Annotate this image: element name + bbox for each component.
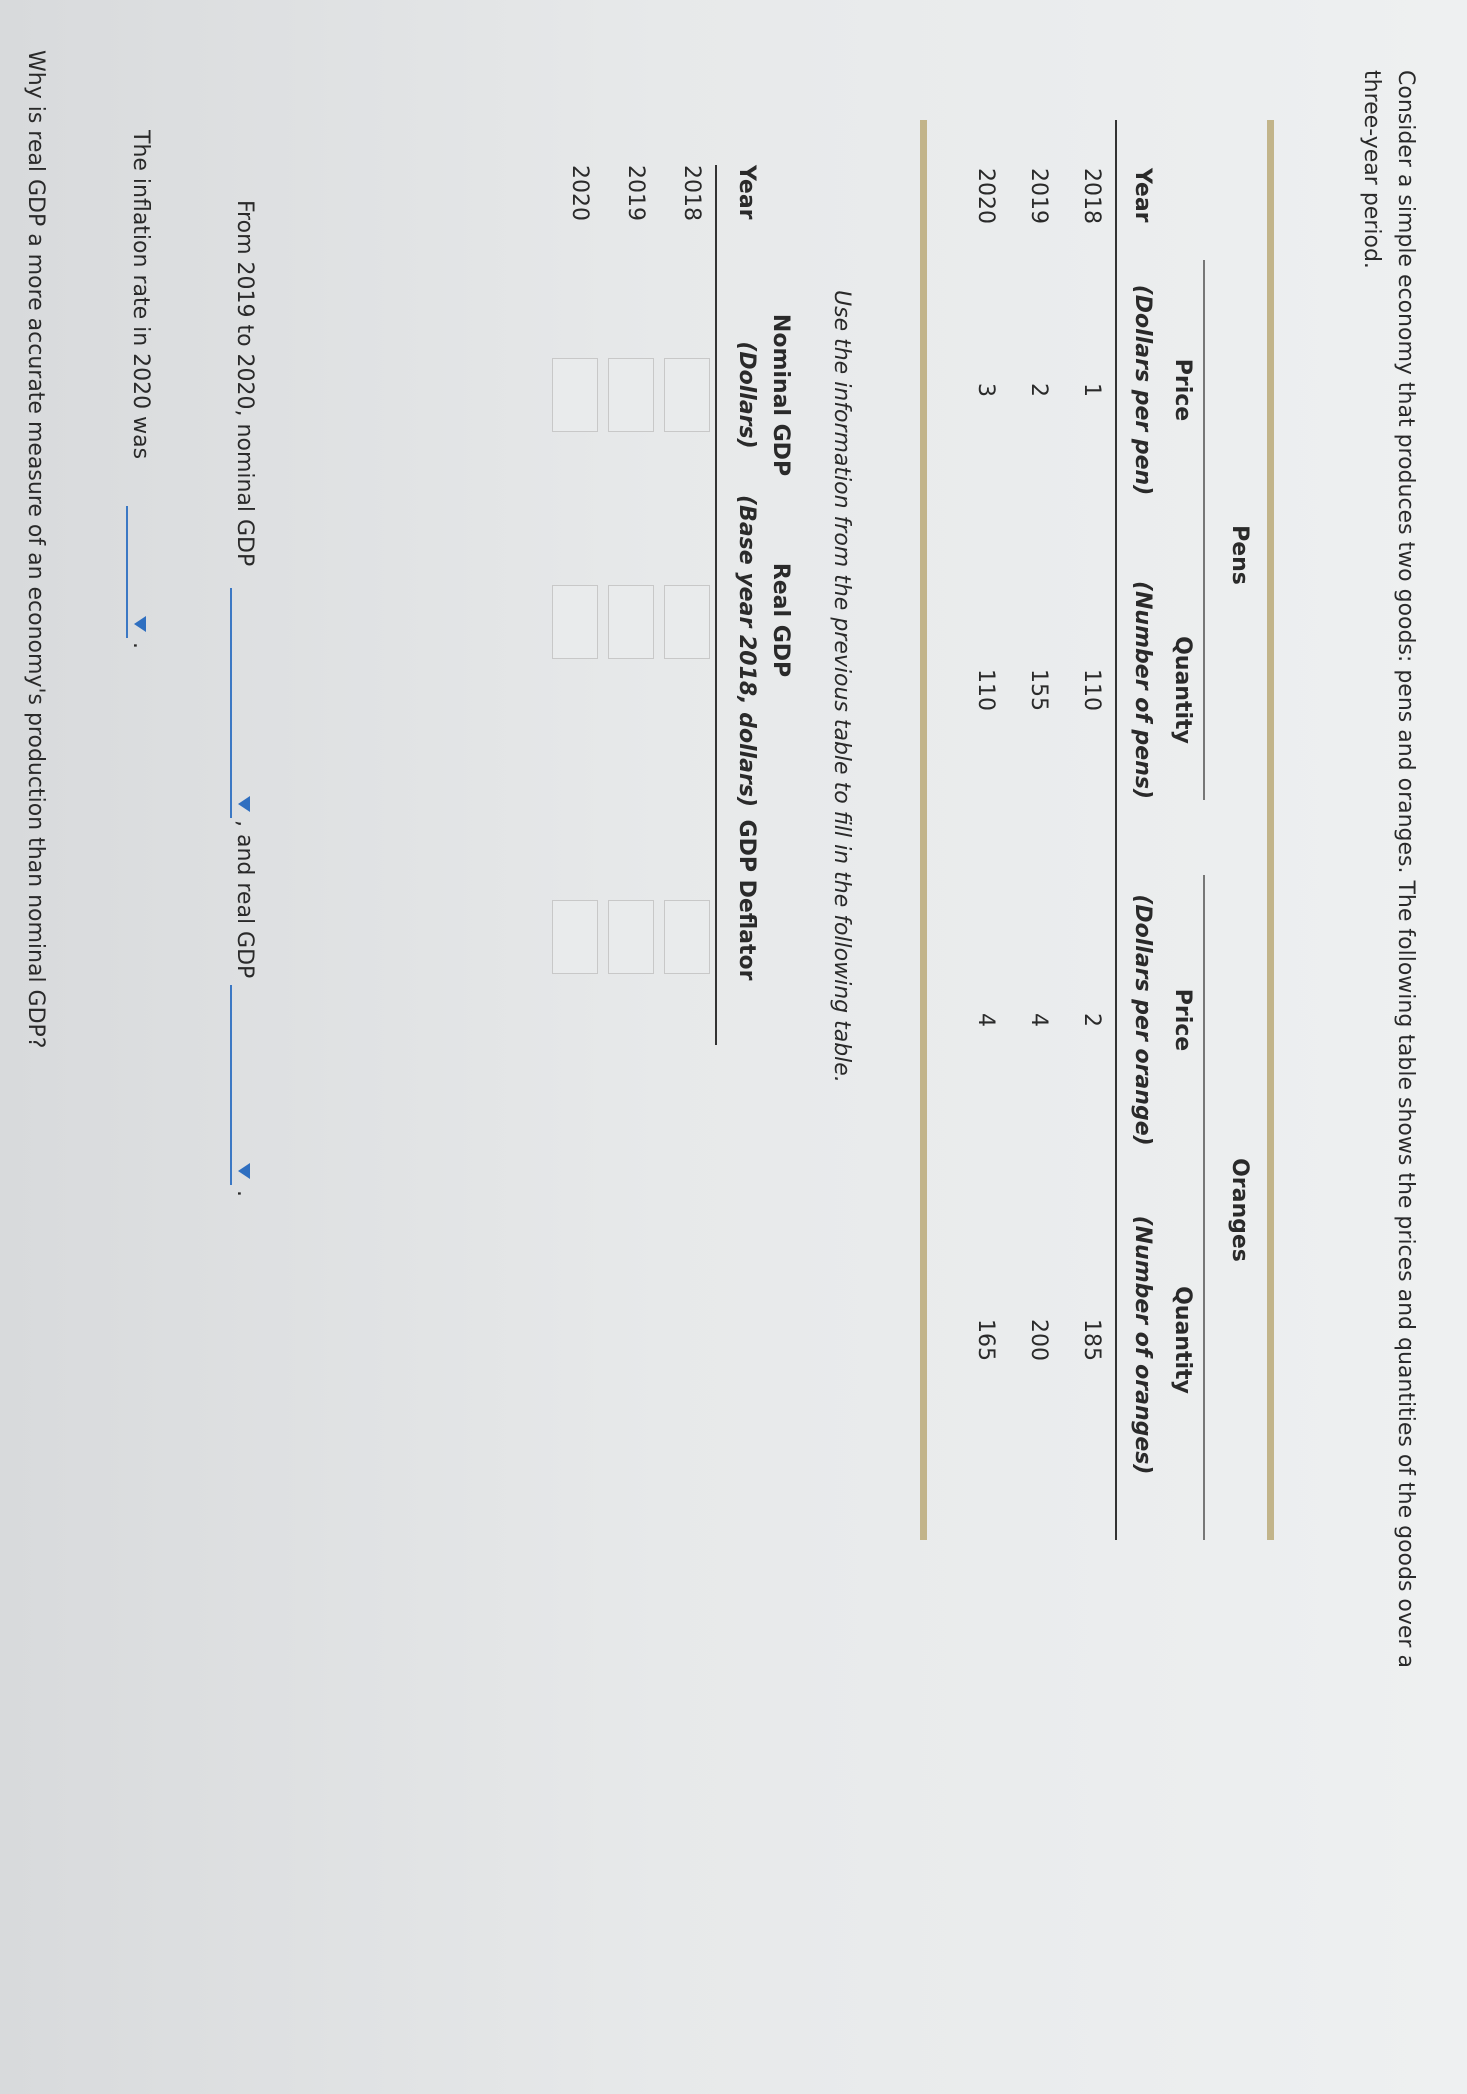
gdp-deflator-input-2020[interactable] [552,900,598,974]
pens-price-unit: (Dollars per pen) [1130,284,1155,496]
pen-price-cell: 3 [973,383,998,397]
nominal-gdp-input-2020[interactable] [552,358,598,432]
year-cell: 2020 [567,165,592,221]
instruction-text: Use the information from the previous table to fill in the following table. [829,290,854,1083]
nominal-gdp-unit: (Dollars) [734,341,759,449]
nominal-change-prompt: From 2019 to 2020, nominal GDP [232,200,257,567]
pen-quantity-cell: 110 [1079,669,1104,711]
orange-quantity-cell: 185 [1079,1319,1104,1361]
chevron-down-icon [134,616,146,632]
header-rule [715,165,717,1045]
real-gdp-dropdown[interactable] [230,985,258,1185]
table-bottom-rule [920,120,927,1540]
nominal-gdp-input-2018[interactable] [664,358,710,432]
header-rule [1115,120,1117,1540]
real-change-prompt: , and real GDP [232,820,257,979]
gdp-deflator-input-2019[interactable] [608,900,654,974]
gdp-deflator-input-2018[interactable] [664,900,710,974]
inflation-rate-prompt: The inflation rate in 2020 was [128,130,153,460]
orange-quantity-cell: 165 [973,1319,998,1361]
pens-group-rule [1203,260,1205,800]
year-cell: 2020 [973,168,998,224]
orange-price-cell: 4 [1026,1013,1051,1027]
chevron-down-icon [238,1163,250,1179]
question-text: Why is real GDP a more accurate measure of an economy's production than nominal GDP? [23,50,48,1049]
orange-price-cell: 4 [973,1013,998,1027]
oranges-quantity-unit: (Number of oranges) [1130,1215,1155,1475]
real-gdp-input-2018[interactable] [664,585,710,659]
oranges-price-unit: (Dollars per orange) [1130,894,1155,1146]
year-column-head: Year [734,165,759,220]
sentence-period: . [232,1190,257,1197]
pen-quantity-cell: 110 [973,669,998,711]
year-column-head: Year [1130,168,1155,223]
pens-price-head: Price [1170,358,1195,422]
orange-price-cell: 2 [1079,1013,1104,1027]
year-cell: 2018 [679,165,704,221]
chevron-down-icon [238,796,250,812]
year-cell: 2019 [1026,168,1051,224]
real-gdp-unit: (Base year 2018, dollars) [734,495,759,807]
oranges-group-rule [1203,875,1205,1540]
nominal-gdp-input-2019[interactable] [608,358,654,432]
inflation-rate-dropdown[interactable] [126,506,154,638]
real-gdp-input-2019[interactable] [608,585,654,659]
pen-price-cell: 1 [1079,383,1104,397]
oranges-quantity-head: Quantity [1170,1286,1195,1394]
real-gdp-head: Real GDP [768,562,793,678]
pens-quantity-head: Quantity [1170,636,1195,744]
orange-quantity-cell: 200 [1026,1319,1051,1361]
nominal-gdp-dropdown[interactable] [230,588,258,818]
table-top-rule [1267,120,1274,1540]
pen-quantity-cell: 155 [1026,669,1051,711]
group-header-oranges: Oranges [1227,1158,1252,1262]
intro-line-1: Consider a simple economy that produces two goods: pens and oranges. The following table shows the prices and quantities of the goods over a [1393,70,1418,1668]
nominal-gdp-head: Nominal GDP [768,313,793,477]
group-header-pens: Pens [1227,525,1252,585]
oranges-price-head: Price [1170,988,1195,1052]
sentence-period: . [128,642,153,649]
pen-price-cell: 2 [1026,383,1051,397]
gdp-deflator-head: GDP Deflator [734,819,759,981]
pens-quantity-unit: (Number of pens) [1130,580,1155,800]
real-gdp-input-2020[interactable] [552,585,598,659]
intro-line-2: three-year period. [1359,70,1384,269]
year-cell: 2019 [623,165,648,221]
year-cell: 2018 [1079,168,1104,224]
